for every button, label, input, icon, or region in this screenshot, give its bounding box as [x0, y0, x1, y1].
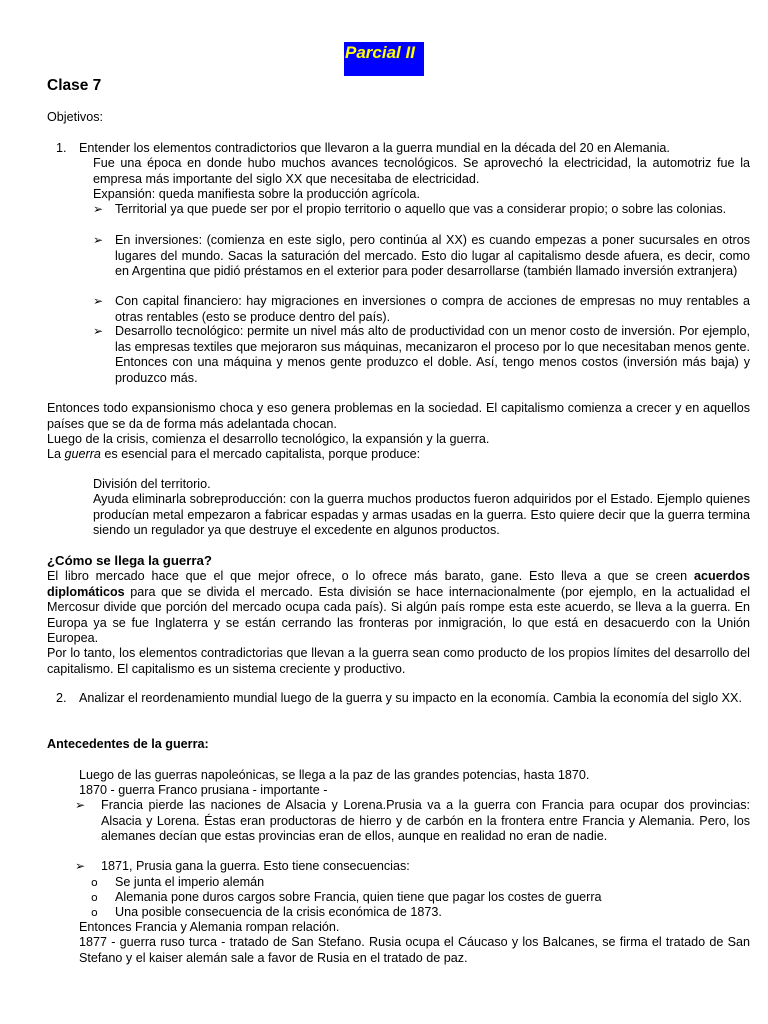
arrow-bullet-icon: ➢	[93, 202, 104, 216]
section-heading-clase: Clase 7	[47, 77, 102, 94]
text-run: La	[47, 447, 65, 461]
list-item: Con capital financiero: hay migraciones en inversiones o compra de acciones de empresas no muy rentables a otras rentables (esto se produce dentro del país).	[115, 294, 750, 324]
arrow-bullet-icon: ➢	[93, 233, 104, 247]
list-item: Territorial ya que puede ser por el propio territorio o aquello que vas a considerar propio; o sobre las colonias.	[115, 202, 727, 216]
objetivos-label: Objetivos:	[47, 110, 103, 124]
paragraph-division: División del territorio.	[93, 477, 211, 491]
text-run: es esencial para el mercado capitalista, porque produce:	[100, 447, 421, 461]
list-number-1: 1.	[56, 141, 67, 155]
text-run: El libro mercado hace que el que mejor ofrece, o lo ofrece más barato, gane. Esto lleva a que se creen	[47, 569, 694, 583]
list-item: Alemania pone duros cargos sobre Francia, quien tiene que pagar los costes de guerra	[115, 890, 602, 904]
paragraph-1877: 1877 - guerra ruso turca - tratado de San Stefano. Rusia ocupa el Cáucaso y los Balcanes, se firma el tratado de San Stefano y el kaiser alemán sale a favor de Rusia en el tratado de paz.	[79, 935, 750, 965]
list-item: Desarrollo tecnológico: permite un nivel más alto de productividad con un menor costo de inversión. Por ejemplo, las empresas textiles que mejoraron sus máquinas, mecanizaron el proceso por lo que necesitaban menos gente. Entonces con una máquina y menos gente produzco el doble. Así, tengo menos costos (inversión más baja) y produzco más.	[115, 324, 750, 385]
paragraph-ayuda: Ayuda eliminarla sobreproducción: con la guerra muchos productos fueron adquiridos por el Estado. Ejemplo quienes producían metal empezaron a fabricar espadas y armas usadas en la guerra. Esto quiere decir que la guerra termina siendo un regulador ya que destruye el excedente en algunos productos.	[93, 492, 750, 538]
bold-text: acuerdos diplomáticos	[47, 569, 750, 599]
list-item: En inversiones: (comienza en este siglo, pero continúa al XX) es cuando empezas a poner sucursales en otros lugares del mundo. Sacas la saturación del mercado. Esto dio lugar al capitalismo desde afuera, es decir, como en Argentina que pidió préstamos en el exterior para poder desarrollarse (también llamado inversión extranjera)	[115, 233, 750, 279]
list-item: Francia pierde las naciones de Alsacia y Lorena.Prusia va a la guerra con Francia para ocupar dos provincias: Alsacia y Lorena. Éstas eran productoras de hierro y de carbón en la frontera entre Francia y Alemania. Pero, los alemanes decían que estas provincias eran de ellos, aunque en realidad no eran de nadie.	[101, 798, 750, 844]
circle-bullet-icon: o	[91, 876, 98, 889]
circle-bullet-icon: o	[91, 891, 98, 904]
page-title: Parcial II	[345, 43, 415, 62]
arrow-bullet-icon: ➢	[75, 859, 86, 873]
paragraph-entonces: Entonces todo expansionismo choca y eso genera problemas en la sociedad. El capitalismo comienza a crecer y en aquellos países que se da de forma más adelantada chocan.	[47, 401, 750, 431]
circle-bullet-icon: o	[91, 906, 98, 919]
paragraph-luego: Luego de la crisis, comienza el desarrollo tecnológico, la expansión y la guerra.	[47, 432, 490, 446]
paragraph-1870: 1870 - guerra Franco prusiana - importante -	[79, 783, 328, 797]
list-item: Una posible consecuencia de la crisis económica de 1873.	[115, 905, 442, 919]
list-item: Se junta el imperio alemán	[115, 875, 265, 889]
expansion-paragraph: Expansión: queda manifiesta sobre la producción agrícola.	[93, 187, 420, 201]
arrow-bullet-icon: ➢	[93, 294, 104, 308]
arrow-bullet-icon: ➢	[75, 798, 86, 812]
section-heading-antecedentes: Antecedentes de la guerra:	[47, 737, 209, 751]
paragraph-entonces-francia: Entonces Francia y Alemania rompan relación.	[79, 920, 340, 934]
paragraph-luego-guerras: Luego de las guerras napoleónicas, se llega a la paz de las grandes potencias, hasta 1870.	[79, 768, 590, 782]
objective-1-text: Entender los elementos contradictorios que llevaron a la guerra mundial en la década del 20 en Alemania.	[79, 141, 670, 155]
emphasis-text: guerra	[64, 447, 101, 461]
text-run: para que se divida el mercado. Esta división se hace internacionalmente (por ejemplo, en la actualidad el Mercosur divide que porción del mercado ocupa cada país). Si algún país rompe esta este acuerdo, se lleva a la guerra. En Europa ya se fue Inglaterra y se están cerrando las fronteras por inmigración, lo que está en desacuerdo con la Unión Europea.	[47, 584, 750, 646]
paragraph-por-lo-tanto: Por lo tanto, los elementos contradictorias que llevan a la guerra sean como producto de los propios límites del desarrollo del capitalismo. El capitalismo es un sistema creciente y productivo.	[47, 646, 750, 676]
list-number-2: 2.	[56, 691, 67, 705]
section-heading-como: ¿Cómo se llega la guerra?	[47, 553, 212, 568]
arrow-bullet-icon: ➢	[93, 324, 104, 338]
title-highlight	[344, 42, 424, 76]
objective-1-paragraph: Fue una época en donde hubo muchos avances tecnológicos. Se aprovechó la electricidad, la automotriz fue la empresa más importante del siglo XX que necesitaba de electricidad.	[93, 156, 750, 186]
list-item: 1871, Prusia gana la guerra. Esto tiene consecuencias:	[101, 859, 410, 873]
paragraph-la-guerra	[47, 447, 750, 463]
paragraph-como	[47, 569, 750, 647]
objective-2-text: Analizar el reordenamiento mundial luego de la guerra y su impacto en la economía. Cambia la economía del siglo XX.	[79, 691, 742, 705]
